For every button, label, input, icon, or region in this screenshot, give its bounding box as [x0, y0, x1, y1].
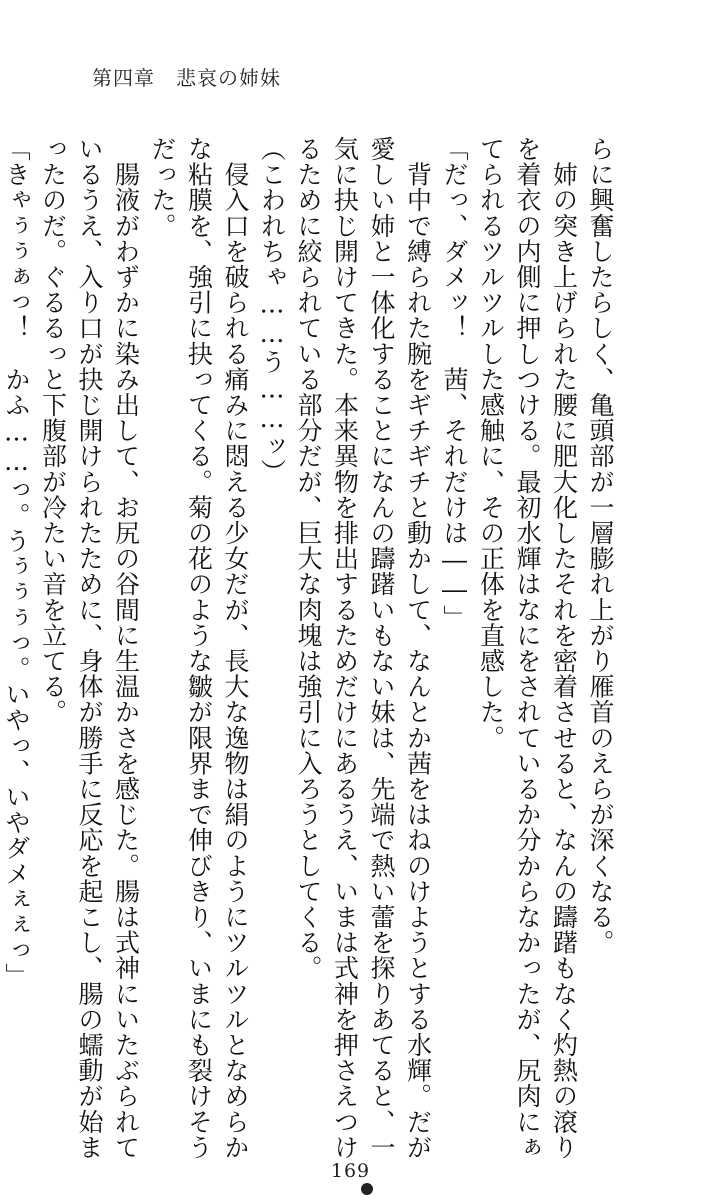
text-line: 背中で縛られた腕をギチギチと動かして、なんとか茜をはねのけようとする水輝。だが [403, 136, 433, 1160]
text-line: 侵入口を破られる痛みに悶える少女だが、長大な逸物は絹のようにツルツルとなめらか [221, 136, 250, 1160]
text-line: を着衣の内側に押しつける。最初水輝はなにをされているか分からなかったが、尻肉にぁ [513, 136, 542, 1160]
text-line: だった。 [148, 136, 177, 239]
running-head: 第四章 悲哀の姉妹 [92, 66, 281, 90]
text-line: るために絞られている部分だが、巨大な肉塊は強引に入ろうとしてくる。 [294, 136, 323, 981]
text-line: な粘膜を、強引に抉ってくる。菊の花のような皺が限界まで伸びきり、いまにも裂けそう [184, 136, 214, 1160]
text-line: ったのだ。ぐるるっと下腹部が冷たい音を立てる。 [38, 136, 68, 725]
text-line: （こわれちゃ……う……ッ） [257, 136, 287, 485]
vertical-text-column [2, 136, 618, 1160]
text-line: 腸液がわずかに染み出して、お尻の谷間に生温かさを感じた。腸は式神にいたぶられて [111, 136, 141, 1160]
text-line: 「だっ、ダメッ！ 茜、それだけは――」 [440, 136, 469, 631]
text-line: てられるツルツルした感触に、その正体を直感した。 [476, 136, 506, 751]
text-line: 気に抉じ開けてきた。本来異物を排出するためだけにあるうえ、いまは式神を押さえつけ [330, 136, 360, 1160]
text-line: 「きゃぅぅぁっ！ かふ……っ。うぅぅぅっ。いやっ、いやダメぇぇっ」 [2, 136, 31, 989]
body-text [2, 136, 618, 1160]
page-dot-ornament [361, 1183, 373, 1195]
text-line: らに興奮したらしく、亀頭部が一層膨れ上がり雁首のえらが深くなる。 [586, 136, 615, 956]
page-number: 169 [330, 1160, 371, 1182]
text-line: 姉の突き上げられた腰に肥大化したそれを密着させると、なんの躊躇もなく灼熱の滾り [549, 136, 579, 1160]
text-line: 愛しい姉と一体化することになんの躊躇いもない妹は、先端で熱い蕾を探りあてると、一 [367, 136, 396, 1160]
text-line: いるうえ、入り口が抉じ開けられたために、身体が勝手に反応を起こし、腸の蠕動が始ま [75, 136, 104, 1160]
